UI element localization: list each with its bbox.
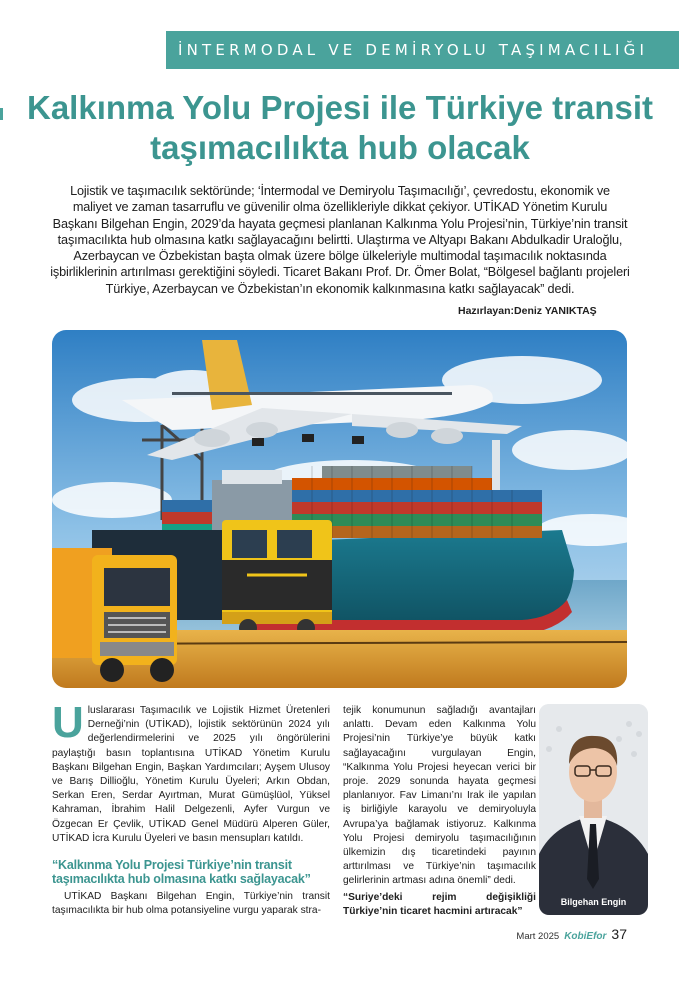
article-subheading: “Kalkınma Yolu Projesi Türkiye’nin transit taşımacılıkta hub olmasına katkı sağlayacak” xyxy=(52,858,311,887)
column-2-subheading: “Suriye’deki rejim değişikliği Türkiye’nin ticaret hacmini artıracak” xyxy=(343,891,536,917)
portrait-caption: Bilgehan Engin xyxy=(560,897,627,907)
body-col2: tejik konumunun sağladığı avantajları anlattı. Devam eden Kalkınma Yolu Projesi’nin Türkiye’ye büyük katkı sağlayacağını vurgulayan Engin, “Kalkınma Yolu Projesi heyecan verici bir proje. 2029 sonunda hayata geçmesi planlanıyor. Fav Limanı’nı Irak ile yapılan iş birliğiyle karayolu ve demiryoluyla Avrupa’ya bağlamak istiyoruz. Kalkınma Yolu Projesi demiryolu taşımacılığının ülkemizin dış ticaretindeki payının arttırılması ve Türkiye’nin taşımacılık gelirlerinin artması adına önemli” dedi. xyxy=(343,705,536,887)
section-label: İNTERMODAL VE DEMİRYOLU TAŞIMACILIĞI xyxy=(178,41,649,59)
issue-date: Mart 2025 xyxy=(516,931,560,942)
article-lead: Lojistik ve taşımacılık sektöründe; ‘İntermodal ve Demiryolu Taşımacılığı’, çevredostu, ekonomik ve maliyet ve zaman tasarruflu ve güvenilir olma özellikleriyle dikkat çekiyor. UTİKAD Yönetim Kurulu Başkanı Bilgehan Engin, 2029’da hayata geçmesi planlanan Kalkınma Yolu Projesi’nin, Türkiye’nin transit taşımacılıkta hub olmasına katkı sağlayacağını belirtti. Ulaştırma ve Altyapı Bakanı Abdulkadir Uraloğlu, Azerbaycan ve Özbekistan başta olmak üzere bölge ülkeleriyle multimodal taşımacılık noktasında işbirliklerinin artırılması gerektiğini söyledi. Ticaret Bakanı Prof. Dr. Ömer Bolat, “Bölgesel bağlantı projeleri Türkiye, Azerbaycan ve Özbekistan’ın ekonomik kalkınmasına katkı sağlayacak” dedi. xyxy=(50,184,630,296)
article-byline: Hazırlayan:Deniz YANIKTAŞ xyxy=(458,305,597,317)
hero-image-transport xyxy=(52,330,627,688)
body-sub: UTİKAD Başkanı Bilgehan Engin, Türkiye’nin transit taşımacılıkta bir hub olma potansiyeline vurgu yaparak stra- xyxy=(52,891,330,917)
drop-cap: U xyxy=(52,698,84,747)
article-headline: Kalkınma Yolu Projesi ile Türkiye transit taşımacılıkta hub olacak xyxy=(26,89,653,166)
article-column-1 xyxy=(52,698,330,918)
magazine-name: KobiEfor xyxy=(564,931,607,942)
section-banner xyxy=(166,31,679,69)
article-column-2 xyxy=(343,704,536,919)
page-footer xyxy=(516,926,627,942)
body-intro: luslararası Taşımacılık ve Lojistik Hizmet Üretenleri Derneği’nin (UTİKAD), lojistik sektörünün 2024 yılı değerlendirmelerini ve 2025 yılı öngörülerini paylaştığı basın toplantısına UTİKAD Yönetim Kurulu Başkanı Bilgehan Engin, Başkan Yardımcıları; Ayşem Ulusoy ve Barış Dillioğlu, Yönetim Kurulu Üyeleri; Arkın Obdan, Serkan Eren, Serdar Ayırtman, Murat Gümüşlüol, Yüksel Kahraman, İbrahim Halil Delgezenli, Ayfer Vurgun ve Özgecan Er Çevlik, UTİKAD Genel Müdürü Alperen Güler, UTİKAD İcra Kurulu Üyeleri ve basın mensupları katıldı. xyxy=(52,705,330,844)
page-number: 37 xyxy=(611,926,627,942)
portrait-photo xyxy=(539,704,648,915)
page-edge-marker xyxy=(0,108,3,120)
